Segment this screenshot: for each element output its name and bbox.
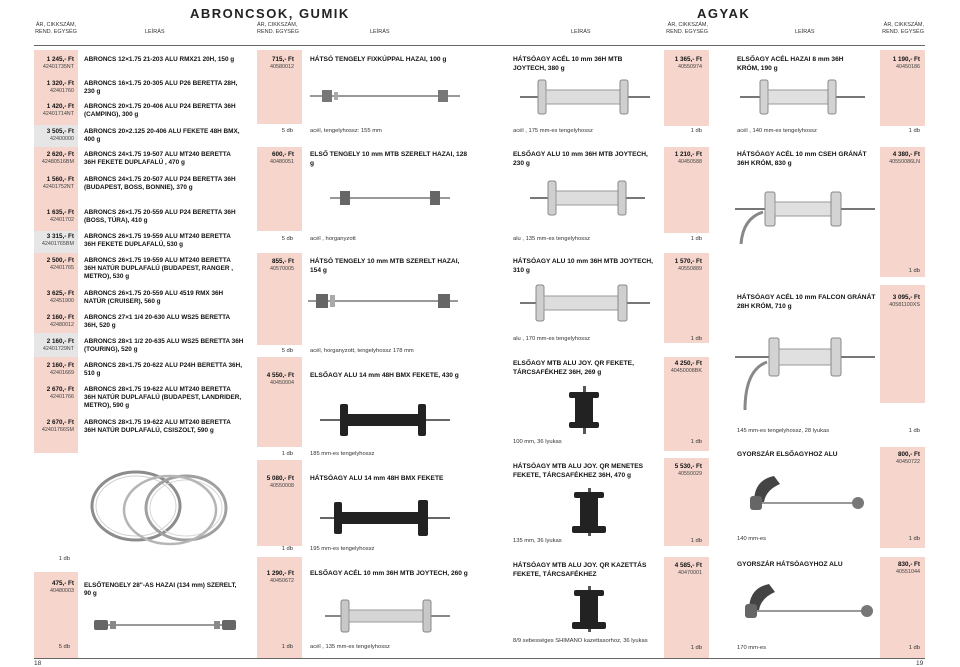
col2-item-1-image	[310, 86, 460, 106]
col3-item-2-image	[530, 178, 645, 218]
col2-item-6-title: ELSŐAGY ACÉL 10 mm 36H MTB JOYTECH, 260 g	[310, 570, 468, 577]
col4-item-5-image	[735, 580, 875, 638]
col4-item-3-price: 3 095,- Ft 40581100XS	[889, 294, 920, 308]
col3-item-3-image	[520, 282, 650, 324]
header-price-col1: ÁR, CIKKSZÁM, REND. EGYSÉG	[35, 22, 77, 35]
col3-item-2-price: 1 210,- Ft 40450588	[674, 151, 702, 165]
col2-item-6-price: 1 290,- Ft 40450672	[266, 570, 294, 584]
col4-item-4-title: GYORSZÁR ELSŐAGYHOZ ALU	[737, 451, 838, 458]
col3-item-1-title: HÁTSÓAGY ACÉL 10 mm 36H MTB JOYTECH, 380 g	[513, 56, 623, 72]
header-price-col3: ÁR, CIKKSZÁM, REND. EGYSÉG	[666, 22, 708, 35]
header-desc-col2: LEÍRÁS	[370, 29, 390, 35]
col2-item-1-title: HÁTSÓ TENGELY FIXKÚPPAL HAZAI, 100 g	[310, 56, 447, 63]
col2-item-2-title: ELSŐ TENGELY 10 mm MTB SZERELT HAZAI, 128 g	[310, 151, 468, 167]
col2-item-5-title: HÁTSÓAGY ALU 14 mm 48H BMX FEKETE	[310, 475, 444, 482]
col3-item-1-price: 1 365,- Ft 40550974	[674, 56, 702, 70]
col2-item-5-price: 5 080,- Ft 40550008	[266, 475, 294, 489]
header-divider	[34, 45, 925, 46]
section-title-rims: ABRONCSOK, GUMIK	[190, 6, 350, 21]
col4-item-1-title: ELSŐAGY ACÉL HAZAI 8 mm 36H KRÓM, 190 g	[737, 56, 844, 72]
page-number-left: 18	[34, 660, 42, 667]
col3-item-4-image	[535, 386, 635, 434]
col2-item-4-image	[320, 400, 450, 440]
axle-qty: 5 db	[58, 644, 70, 650]
col2-item-2-image	[330, 188, 450, 208]
header-desc-col1: LEÍRÁS	[145, 29, 165, 35]
col4-item-1-price: 1 190,- Ft 40450186	[892, 56, 920, 70]
col4-item-2-image	[735, 178, 875, 250]
col4-item-4-image	[740, 472, 870, 530]
col4-item-4-price: 800,- Ft 40450722	[896, 451, 920, 465]
col4-item-5-price: 830,- Ft 40551044	[896, 561, 920, 575]
col4-item-1-image	[740, 78, 865, 116]
col3-item-3-price: 1 570,- Ft 40550889	[674, 258, 702, 272]
col2-item-3-title: HÁTSÓ TENGELY 10 mm MTB SZERELT HAZAI, 154 g	[310, 258, 460, 274]
col4-item-2-title: HÁTSÓAGY ACÉL 10 mm CSEH GRÁNÁT 36H KRÓM, 830 g	[737, 151, 867, 167]
col2-item-4-price: 4 550,- Ft 40450004	[266, 372, 294, 386]
axle-price: 475,- Ft 40480003	[50, 580, 74, 594]
rims-qty: 1 db	[58, 556, 70, 562]
rim-rings-image	[84, 462, 244, 548]
col3-item-1-image	[520, 78, 650, 116]
col2-item-6-image	[325, 596, 450, 636]
col3-item-5-price: 5 530,- Ft 40550029	[674, 463, 702, 477]
section-title-hubs: AGYAK	[697, 6, 751, 21]
footer-divider	[34, 658, 925, 659]
col2-item-1-price: 715,- Ft 40580012	[270, 56, 294, 70]
col4-item-2-price: 4 380,- Ft 40550086LN	[889, 151, 920, 165]
col3-item-2-title: ELSŐAGY ALU 10 mm 36H MTB JOYTECH, 230 g	[513, 151, 648, 167]
col3-item-5-title: HÁTSÓAGY MTB ALU JOY. QR MENETES FEKETE, TÁRCSAFÉKHEZ 36H, 470 g	[513, 463, 644, 479]
header-price-col4: ÁR, CIKKSZÁM, REND. EGYSÉG	[882, 22, 924, 35]
col3-item-5-image	[540, 488, 640, 536]
col3-item-6-title: HÁTSÓAGY MTB ALU JOY. QR KAZETTÁS FEKETE, TÁRCSAFÉKHEZ	[513, 562, 647, 578]
header-desc-col3: LEÍRÁS	[571, 29, 591, 35]
col4-item-5-title: GYORSZÁR HÁTSÓAGYHOZ ALU	[737, 561, 843, 568]
col2-item-5-image	[320, 498, 450, 538]
axle-image	[90, 616, 240, 634]
col3-item-3-title: HÁTSÓAGY ALU 10 mm 36H MTB JOYTECH, 310 g	[513, 258, 653, 274]
page-number-right: 19	[916, 660, 924, 667]
col2-item-3-price: 855,- Ft 40570005	[270, 258, 294, 272]
header-desc-col4: LEÍRÁS	[795, 29, 815, 35]
col4-item-3-title: HÁTSÓAGY ACÉL 10 mm FALCON GRÁNÁT 28H KRÓM, 710 g	[737, 294, 876, 310]
header-price-col2: ÁR, CIKKSZÁM, REND. EGYSÉG	[257, 22, 299, 35]
col3-item-4-title: ELSŐAGY MTB ALU JOY. QR FEKETE, TÁRCSAFÉKHEZ 36H, 269 g	[513, 360, 634, 376]
col2-item-2-price: 600,- Ft 40480051	[270, 151, 294, 165]
col3-item-6-price: 4 585,- Ft 40470001	[674, 562, 702, 576]
col3-item-4-price: 4 250,- Ft 40450008BK	[670, 360, 702, 374]
col2-item-4-title: ELSŐAGY ALU 14 mm 48H BMX FEKETE, 430 g	[310, 372, 459, 379]
col3-item-6-image	[540, 586, 640, 632]
col4-item-3-image	[735, 320, 875, 416]
axle-title: ELSŐTENGELY 28"-AS HAZAI (134 mm) SZERELT, 90 g	[84, 582, 237, 598]
col2-item-3-image	[308, 290, 458, 312]
